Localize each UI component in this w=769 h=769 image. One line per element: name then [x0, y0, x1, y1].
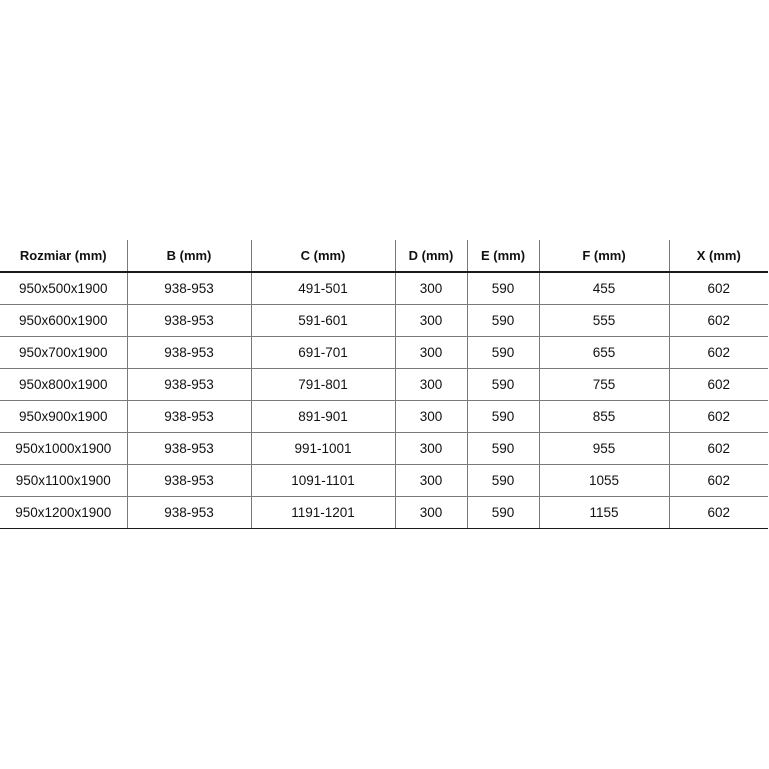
- header-cell-d: D (mm): [395, 240, 467, 272]
- header-cell-rozmiar: Rozmiar (mm): [0, 240, 127, 272]
- cell-e: 590: [467, 272, 539, 305]
- cell-f: 1155: [539, 497, 669, 529]
- cell-f: 1055: [539, 465, 669, 497]
- cell-x: 602: [669, 465, 768, 497]
- cell-d: 300: [395, 369, 467, 401]
- cell-b: 938-953: [127, 401, 251, 433]
- table-row: [0, 337, 768, 369]
- cell-x: 602: [669, 369, 768, 401]
- cell-rozmiar: 950x900x1900: [0, 401, 127, 433]
- cell-f: 755: [539, 369, 669, 401]
- cell-b: 938-953: [127, 497, 251, 529]
- cell-c: 791-801: [251, 369, 395, 401]
- cell-x: 602: [669, 497, 768, 529]
- table-header: [0, 240, 768, 272]
- cell-rozmiar: 950x700x1900: [0, 337, 127, 369]
- cell-b: 938-953: [127, 369, 251, 401]
- header-cell-c: C (mm): [251, 240, 395, 272]
- cell-b: 938-953: [127, 305, 251, 337]
- cell-f: 655: [539, 337, 669, 369]
- cell-d: 300: [395, 401, 467, 433]
- cell-d: 300: [395, 497, 467, 529]
- table-row: [0, 433, 768, 465]
- cell-x: 602: [669, 401, 768, 433]
- cell-e: 590: [467, 433, 539, 465]
- cell-x: 602: [669, 337, 768, 369]
- cell-c: 991-1001: [251, 433, 395, 465]
- table-body: [0, 272, 768, 529]
- cell-d: 300: [395, 337, 467, 369]
- cell-rozmiar: 950x1000x1900: [0, 433, 127, 465]
- cell-e: 590: [467, 497, 539, 529]
- cell-rozmiar: 950x1100x1900: [0, 465, 127, 497]
- cell-c: 1091-1101: [251, 465, 395, 497]
- cell-f: 955: [539, 433, 669, 465]
- table-row: [0, 272, 768, 305]
- cell-c: 891-901: [251, 401, 395, 433]
- cell-d: 300: [395, 272, 467, 305]
- table-row: [0, 305, 768, 337]
- cell-x: 602: [669, 433, 768, 465]
- cell-rozmiar: 950x800x1900: [0, 369, 127, 401]
- cell-f: 855: [539, 401, 669, 433]
- cell-e: 590: [467, 401, 539, 433]
- cell-c: 491-501: [251, 272, 395, 305]
- table-row: [0, 401, 768, 433]
- cell-c: 591-601: [251, 305, 395, 337]
- cell-c: 691-701: [251, 337, 395, 369]
- header-row: [0, 240, 768, 272]
- cell-b: 938-953: [127, 433, 251, 465]
- cell-rozmiar: 950x1200x1900: [0, 497, 127, 529]
- dimensions-table: [0, 240, 768, 529]
- cell-e: 590: [467, 465, 539, 497]
- cell-rozmiar: 950x600x1900: [0, 305, 127, 337]
- cell-d: 300: [395, 465, 467, 497]
- table-row: [0, 465, 768, 497]
- cell-f: 455: [539, 272, 669, 305]
- header-cell-e: E (mm): [467, 240, 539, 272]
- cell-b: 938-953: [127, 272, 251, 305]
- cell-e: 590: [467, 337, 539, 369]
- cell-e: 590: [467, 369, 539, 401]
- cell-d: 300: [395, 433, 467, 465]
- cell-d: 300: [395, 305, 467, 337]
- cell-c: 1191-1201: [251, 497, 395, 529]
- cell-b: 938-953: [127, 465, 251, 497]
- header-cell-f: F (mm): [539, 240, 669, 272]
- cell-f: 555: [539, 305, 669, 337]
- header-cell-b: B (mm): [127, 240, 251, 272]
- table-row: [0, 369, 768, 401]
- table-row: [0, 497, 768, 529]
- header-cell-x: X (mm): [669, 240, 768, 272]
- cell-x: 602: [669, 272, 768, 305]
- cell-b: 938-953: [127, 337, 251, 369]
- cell-e: 590: [467, 305, 539, 337]
- cell-x: 602: [669, 305, 768, 337]
- cell-rozmiar: 950x500x1900: [0, 272, 127, 305]
